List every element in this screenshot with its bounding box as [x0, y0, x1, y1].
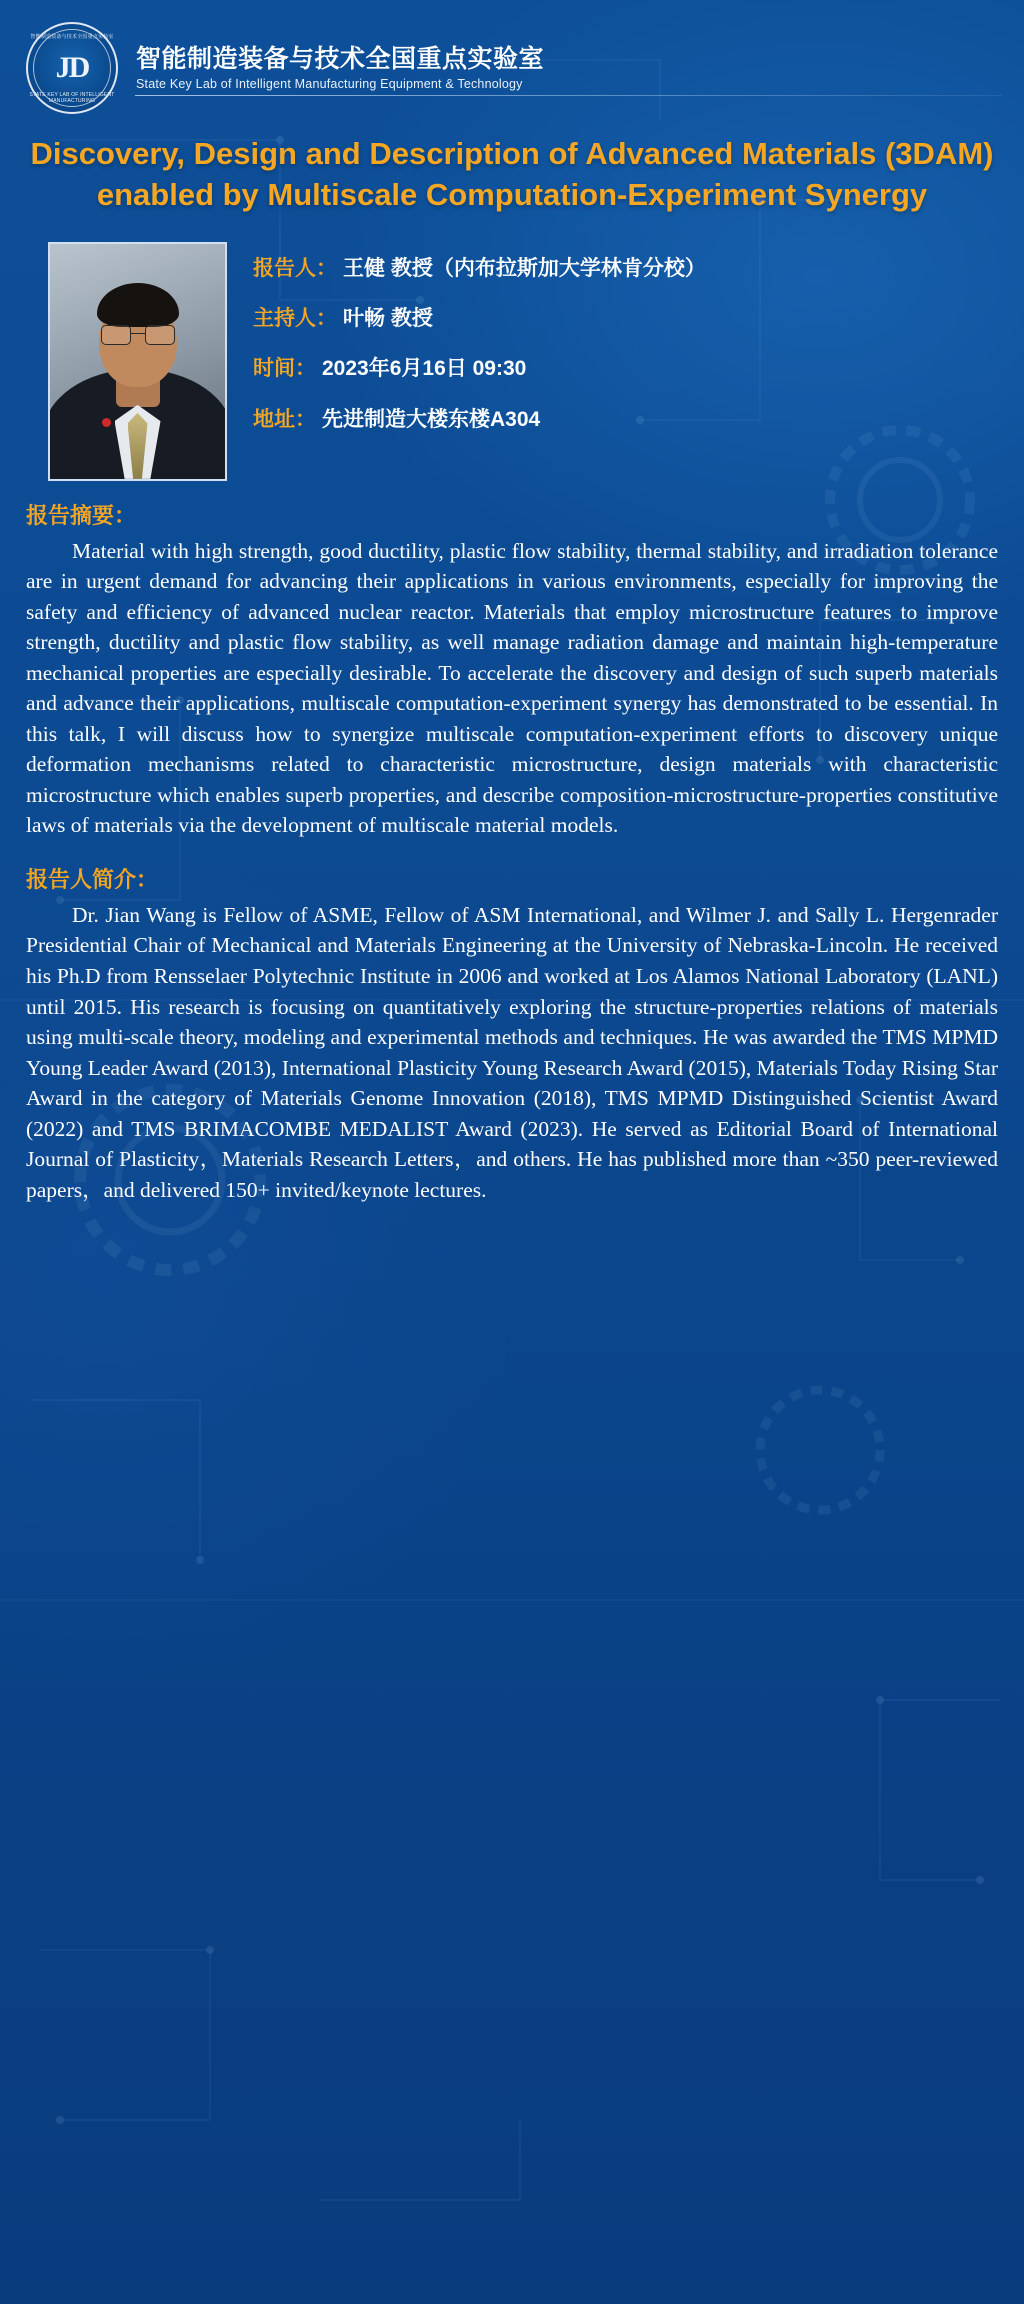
detail-row-location: [253, 407, 706, 433]
abstract-section: [0, 481, 1024, 841]
bio-text: Dr. Jian Wang is Fellow of ASME, Fellow of ASM International, and Wilmer J. and Sally L. Hergenrader Presidential Chair of Mechanical and Materials Engineering at the University of Nebraska-Lincoln. He received his Ph.D from Rensselaer Polytechnic Institute in 2006 and worked at Los Alamos National Laboratory (LANL) until 2015. His research is focusing on quantitatively exploring the structure-properties relations of materials using multi-scale theory, modeling and experimental methods and techniques. He was awarded the TMS MPMD Young Leader Award (2013), International Plasticity Young Research Award (2015), Materials Today Rising Star Award in the category of Materials Genome Innovation (2018), TMS MPMD Distinguished Scientist Award (2022) and TMS BRIMACOMBE MEDALIST Award (2023). He served as Editorial Board of International Journal of Plasticity，Materials Research Letters，and others. He has published more than ~350 peer-reviewed papers，and delivered 150+ invited/keynote lectures.: [26, 902, 998, 1202]
detail-label-time: 时间：: [253, 357, 316, 381]
abstract-heading: 报告摘要：: [26, 502, 137, 528]
detail-value-location: 先进制造大楼东楼A304: [322, 407, 541, 431]
detail-row-time: [253, 356, 706, 382]
lab-name-cn: 智能制造装备与技术全国重点实验室: [136, 44, 545, 73]
detail-value-speaker: 王健 教授（内布拉斯加大学林肯分校）: [343, 256, 706, 280]
lab-name-en: State Key Lab of Intelligent Manufacturing Equipment & Technology: [136, 76, 523, 91]
talk-details: [253, 242, 706, 457]
logo-arc-top-text: 智能制造装备与技术全国重点实验室: [30, 34, 114, 40]
page-title: Discovery, Design and Description of Advanced Materials (3DAM) enabled by Multiscale Computation-Experiment Synergy: [30, 136, 994, 212]
lab-logo-icon: [26, 22, 118, 114]
logo-arc-bottom-text: STATE KEY LAB OF INTELLIGENT MANUFACTURING: [29, 92, 115, 104]
speaker-portrait: [48, 242, 227, 481]
detail-row-host: [253, 306, 706, 332]
header: [0, 0, 1024, 110]
detail-label-host: 主持人：: [253, 307, 337, 331]
bio-heading: 报告人简介：: [26, 866, 159, 892]
bio-section: [0, 863, 1024, 1205]
logo-monogram: JD: [55, 51, 89, 84]
detail-row-speaker: [253, 256, 706, 282]
abstract-text: Material with high strength, good ductility, plastic flow stability, thermal stability, and irradiation tolerance are in urgent demand for advancing their applications in various environments, especially for improving the safety and efficiency of advanced nuclear reactor. Materials that employ microstructure features to improve strength, ductility and plastic flow stability, as well manage radiation damage and maintain high-temperature mechanical properties are especially desirable. To accelerate the discovery and design of such superb materials and advance their applications, multiscale computation-experiment synergy has demonstrated to be essential. In this talk, I will discuss how to synergize multiscale computation-experiment efforts to discovery unique deformation mechanisms related to characteristic microstructure, design materials with characteristic microstructure which enables superb properties, and describe composition-microstructure-properties constitutive laws of materials via the development of multiscale material models.: [26, 538, 998, 838]
detail-value-time: 2023年6月16日 09:30: [322, 357, 527, 381]
lab-title: [136, 45, 544, 91]
detail-label-speaker: 报告人：: [253, 256, 337, 280]
detail-label-location: 地址：: [253, 407, 316, 431]
glasses-icon: [101, 325, 175, 345]
detail-value-host: 叶畅 教授: [343, 307, 433, 331]
header-divider: [135, 95, 1002, 96]
speaker-block: [0, 228, 1024, 481]
